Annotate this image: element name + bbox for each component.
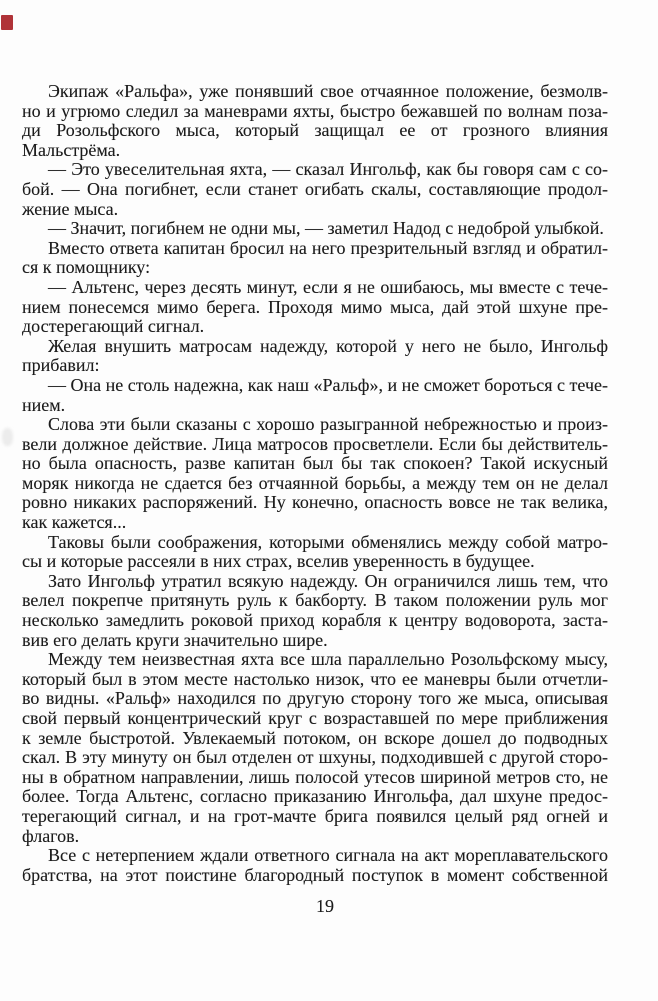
text-line-content: вели должное действие. Лица матросов просветлели. Если бы действитель- <box>22 433 608 454</box>
text-line-content: но и угрюмо следил за маневрами яхты, быстро бежавшей по волнам поза- <box>22 100 608 121</box>
text-line-content: который был в этом месте настолько низок, что ее маневры были отчетли- <box>22 668 608 689</box>
text-line-content: несколько замедлить роковой приход корабля к центру водоворота, заста- <box>22 610 608 631</box>
text-line-content: Слова эти были сказаны с хорошо разыгранной небрежностью и произ- <box>48 414 608 435</box>
text-line-content: братства, на этот поистине благородный поступок в момент собственной <box>22 864 608 885</box>
text-line-content: достерегающий сигнал. <box>22 316 205 337</box>
text-line <box>22 396 608 416</box>
text-line <box>22 709 608 729</box>
text-line <box>22 493 608 513</box>
text-line <box>22 533 608 553</box>
paragraph <box>22 650 608 846</box>
text-line-content: велел покрепче притянуть руль к бакборту. В таком положении руль мог <box>22 590 608 611</box>
paragraph <box>22 376 608 415</box>
text-line <box>22 591 608 611</box>
red-ink-artifact <box>1 15 13 30</box>
text-line <box>22 376 608 396</box>
text-line-content: Все с нетерпением ждали ответного сигнала на акт мореплавательского <box>48 845 608 866</box>
paragraph <box>22 160 608 219</box>
text-line <box>22 866 608 886</box>
paragraph <box>22 278 608 337</box>
paragraph <box>22 533 608 572</box>
text-line <box>22 454 608 474</box>
text-line-content: нием. <box>22 394 66 415</box>
text-line-content: но была опасность, разве капитан был бы так спокоен? Такой искусный <box>22 453 608 474</box>
text-line <box>22 611 608 631</box>
text-line-content: — Альтенс, через десять минут, если я не ошибаюсь, мы вместе с тече- <box>48 276 608 297</box>
text-line <box>22 807 608 827</box>
text-line-content: как кажется... <box>22 512 127 533</box>
text-line <box>22 278 608 298</box>
text-block <box>22 82 608 885</box>
text-line-content: Зато Ингольф утратил всякую надежду. Он ограничился лишь тем, что <box>48 570 608 591</box>
text-line-content: бой. — Она погибнет, если станет огибать скалы, составляющие продол- <box>22 178 608 199</box>
text-line-content: более. Тогда Альтенс, согласно приказанию Ингольфа, дал шхуне предос- <box>22 786 608 807</box>
text-line-content: — Значит, погибнем не одни мы, — заметил Надод с недоброй улыбкой. <box>48 218 604 239</box>
text-line <box>22 180 608 200</box>
text-line-content: Таковы были соображения, которыми обменялись между собой матро- <box>48 531 608 552</box>
paragraph <box>22 239 608 278</box>
text-line <box>22 513 608 533</box>
text-line <box>22 317 608 337</box>
text-line <box>22 552 608 572</box>
text-line <box>22 827 608 847</box>
text-line-content: во видны. «Ральф» находился по другую сторону того же мыса, описывая <box>22 688 608 709</box>
text-line <box>22 748 608 768</box>
text-line <box>22 102 608 122</box>
text-line <box>22 572 608 592</box>
text-line-content: — Это увеселительная яхта, — сказал Ингольф, как бы говоря сам с со- <box>48 159 608 180</box>
text-line <box>22 670 608 690</box>
paragraph <box>22 82 608 160</box>
text-line-content: к земле быстротой. Увлекаемый потоком, он вскоре дошел до подводных <box>22 727 608 748</box>
text-line <box>22 219 608 239</box>
paragraph <box>22 337 608 376</box>
text-line-content: свой первый концентрический круг с возраставшей по мере приближения <box>22 708 608 728</box>
paragraph <box>22 415 608 533</box>
page-number: 19 <box>316 896 334 916</box>
text-line <box>22 689 608 709</box>
text-line-content: ровно никаких распоряжений. Ну конечно, опасность вовсе не так велика, <box>22 492 608 513</box>
text-line <box>22 258 608 278</box>
text-line <box>22 141 608 161</box>
text-line-content: скал. В эту минуту он был отделен от шхуны, подходившей с другой сторо- <box>22 747 608 768</box>
text-line <box>22 337 608 357</box>
paragraph <box>22 219 608 239</box>
text-line <box>22 356 608 376</box>
text-line-content: Экипаж «Ральфа», уже понявший свое отчаянное положение, безмолв- <box>48 81 608 101</box>
text-line <box>22 200 608 220</box>
text-line <box>22 846 608 866</box>
text-line <box>22 160 608 180</box>
text-line-content: прибавил: <box>22 355 100 376</box>
text-line-content: — Она не столь надежна, как наш «Ральф», и не сможет бороться с тече- <box>48 374 608 395</box>
paragraph <box>22 572 608 650</box>
text-line-content: сы и которые рассеяли в них страх, вселив уверенность в будущее. <box>22 551 535 572</box>
text-line-content: флагов. <box>22 825 80 846</box>
text-line <box>22 631 608 651</box>
text-line-content: моряк никогда не сдается без отчаянной борьбы, а между тем он не делал <box>22 472 608 493</box>
text-line <box>22 298 608 318</box>
text-line <box>22 415 608 435</box>
text-line-content: нием понесемся мимо берега. Проходя мимо мыса, дай этой шхуне пре- <box>22 296 608 317</box>
text-line-content: ны в обратном направлении, лишь полосой утесов шириной метров сто, не <box>22 766 608 787</box>
text-line-content: Желая внушить матросам надежду, которой у него не было, Ингольф <box>48 335 608 356</box>
text-line <box>22 787 608 807</box>
scan-smudge-artifact <box>2 428 13 446</box>
text-line <box>22 768 608 788</box>
text-line-content: Мальстрёма. <box>22 139 121 160</box>
text-line <box>22 82 608 102</box>
text-line-content: вив его делать круги значительно шире. <box>22 629 328 650</box>
text-line <box>22 729 608 749</box>
text-line-content: терегающий сигнал, и на грот-мачте брига появился целый ряд огней и <box>22 805 608 826</box>
text-line <box>22 650 608 670</box>
text-line <box>22 239 608 259</box>
text-line-content: Между тем неизвестная яхта все шла параллельно Розольфскому мысу, <box>48 649 608 670</box>
text-line <box>22 121 608 141</box>
text-line-content: Вместо ответа капитан бросил на него презрительный взгляд и обратил- <box>48 237 608 258</box>
text-line <box>22 435 608 455</box>
text-line-content: жение мыса. <box>22 198 119 219</box>
text-line-content: ся к помощнику: <box>22 257 151 278</box>
text-line-content: ди Розольфского мыса, который защищал ее от грозного влияния <box>22 120 608 141</box>
paragraph <box>22 846 608 885</box>
text-line <box>22 474 608 494</box>
